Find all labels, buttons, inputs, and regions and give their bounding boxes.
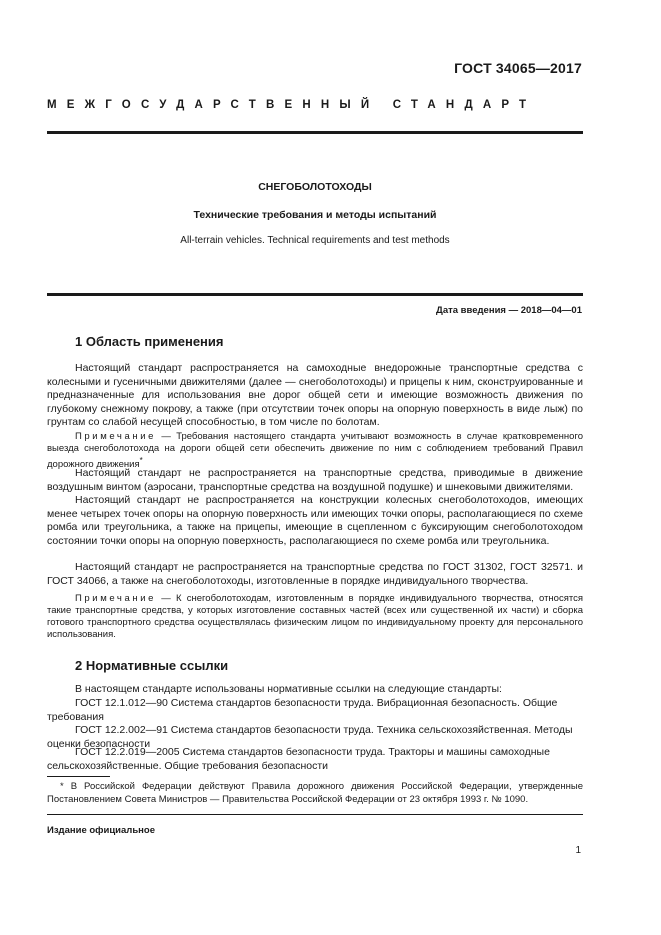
note-label: Примечание [75, 593, 156, 604]
scope-paragraph-1: Настоящий стандарт распространяется на самоходные внедорожные транспортные средства с колесными и гусеничными движителями (далее — снегоболотоходы) и прицепы к ним, сконструированные и предназначенные для использования вне дорог общей сети и имеющие возможность движения по глубокому снежному покрову, а также (при отсутствии точек опоры на опорную поверхность в виде лыж) по грунтам со слабой несущей способностью, в том числе по болотам. [47, 362, 583, 429]
scope-paragraph-2: Настоящий стандарт не распространяется на транспортные средства, приводимые в движение воздушным винтом (аэросани, транспортные средства на воздушной подушке) и шнековыми движителями. [47, 467, 583, 493]
section-1-heading: 1 Область применения [75, 334, 224, 349]
reference-item: ГОСТ 12.1.012—90 Система стандартов безопасности труда. Вибрационная безопасность. Общие требования [47, 697, 558, 723]
document-title: СНЕГОБОЛОТОХОДЫ [258, 181, 372, 193]
reference-item: ГОСТ 12.2.019—2005 Система стандартов безопасности труда. Тракторы и машины самоходные сельскохозяйственные. Общие требования безопасности [47, 746, 550, 772]
edition-label: Издание официальное [47, 825, 155, 836]
standard-type-banner: МЕЖГОСУДАРСТВЕННЫЙ СТАНДАРТ [47, 99, 537, 111]
footnote: * В Российской Федерации действуют Правила дорожного движения Российской Федерации, утвержденные Постановлением Совета Министров — Правительства Российской Федерации от 23 октября 1993 г. № 1090. [47, 781, 583, 805]
note-text: — Требования настоящего стандарта учитывают возможность в случае кратковременного выезда снегоболотохода на дороги общей сети обеспечить движение по ним с соблюдением требований Правил дорожного движения [47, 431, 583, 471]
standard-id: ГОСТ 34065—2017 [454, 60, 582, 76]
english-title: All-terrain vehicles. Technical requirements and test methods [180, 235, 450, 246]
references-intro: В настоящем стандарте использованы нормативные ссылки на следующие стандарты: [75, 683, 502, 695]
document-subtitle: Технические требования и методы испытаний [193, 209, 437, 221]
page-number: 1 [575, 845, 581, 856]
footer-rule [47, 814, 583, 815]
note-label: Примечание [75, 431, 156, 442]
reference-item: ГОСТ 12.2.002—91 Система стандартов безопасности труда. Техника сельскохозяйственная. Методы оценки безопасности [47, 724, 573, 750]
scope-note-2 [47, 593, 583, 641]
header-rule [47, 131, 583, 134]
scope-note-1 [47, 431, 583, 471]
introduction-date: Дата введения — 2018—04—01 [436, 305, 582, 316]
footnote-mark: * [139, 456, 143, 465]
note-text: — К снегоболотоходам, изготовленным в порядке индивидуального творчества, относятся такие транспортные средства, у которых изготовление составных частей (всех или существенной их части) и сборка готового транспортного средства осуществлялась физическим лицом по индивидуальному проекту для персонального использования. [47, 593, 583, 640]
footnote-separator [47, 776, 110, 777]
scope-paragraph-3: Настоящий стандарт не распространяется на конструкции колесных снегоболотоходов, имеющих менее четырех точек опоры на опорную поверхность или имеющих точки опоры, располагающиеся по схеме ромба или треугольника, а также на прицепы, имеющие в сцепленном с буксирующим снегоболотоходом состоянии точки опоры на опорную поверхность, располагающиеся по схеме ромба или треугольника. [47, 494, 583, 547]
title-rule [47, 293, 583, 296]
section-2-heading: 2 Нормативные ссылки [75, 658, 229, 673]
scope-paragraph-4: Настоящий стандарт не распространяется на транспортные средства по ГОСТ 31302, ГОСТ 32571. и ГОСТ 34066, а также на снегоболотоходы, изготовленные в порядке индивидуального творчества. [47, 561, 583, 587]
